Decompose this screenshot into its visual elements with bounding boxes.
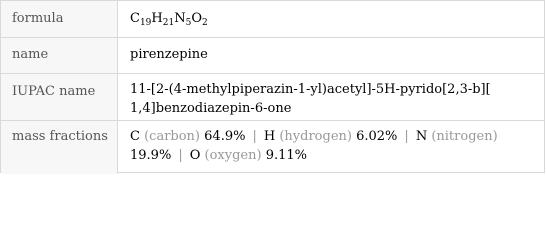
iupac-label: IUPAC name — [1, 74, 118, 120]
iupac-row — [1, 74, 544, 121]
formula-C-count: 19 — [139, 18, 152, 28]
name-label: name — [1, 38, 118, 73]
name-value: pirenzepine — [130, 47, 208, 62]
oxygen-name: (oxygen) — [204, 148, 262, 163]
mass-fractions-value — [119, 121, 544, 174]
formula-C: C — [130, 11, 140, 26]
oxygen-percent: 9.11% — [265, 148, 308, 163]
mass-fractions-line2 — [130, 146, 538, 165]
iupac-value — [119, 74, 544, 120]
mass-fractions-line1 — [130, 127, 538, 146]
formula-H-count: 21 — [162, 18, 175, 28]
formula-row — [1, 1, 544, 38]
formula-H: H — [151, 11, 163, 26]
hydrogen-name: (hydrogen) — [279, 129, 352, 144]
mass-fractions-row — [1, 121, 544, 174]
iupac-value-line1: 11-[2-(4-methylpiperazin-1-yl)acetyl]-5H-pyrido[2,3-b][ — [130, 82, 491, 97]
carbon-percent: 64.9% — [204, 129, 246, 144]
separator: | — [252, 129, 257, 144]
iupac-value-line2: 1,4]benzodiazepin-6-one — [130, 101, 292, 116]
carbon-name: (carbon) — [144, 129, 201, 144]
separator: | — [404, 129, 409, 144]
mass-fractions-label: mass fractions — [1, 121, 118, 174]
carbon-symbol: C — [130, 129, 140, 144]
name-row — [1, 38, 544, 74]
formula-O: O — [191, 11, 202, 26]
hydrogen-symbol: H — [263, 129, 276, 144]
oxygen-symbol: O — [189, 148, 201, 163]
formula-O-count: 2 — [201, 18, 208, 28]
hydrogen-percent: 6.02% — [356, 129, 398, 144]
formula-value — [119, 1, 544, 37]
formula-N: N — [174, 11, 186, 26]
nitrogen-percent: 19.9% — [130, 148, 172, 163]
nitrogen-symbol: N — [415, 129, 428, 144]
nitrogen-name: (nitrogen) — [431, 129, 498, 144]
separator: | — [178, 148, 183, 163]
formula-N-count: 5 — [185, 18, 192, 28]
formula-label: formula — [1, 1, 118, 37]
